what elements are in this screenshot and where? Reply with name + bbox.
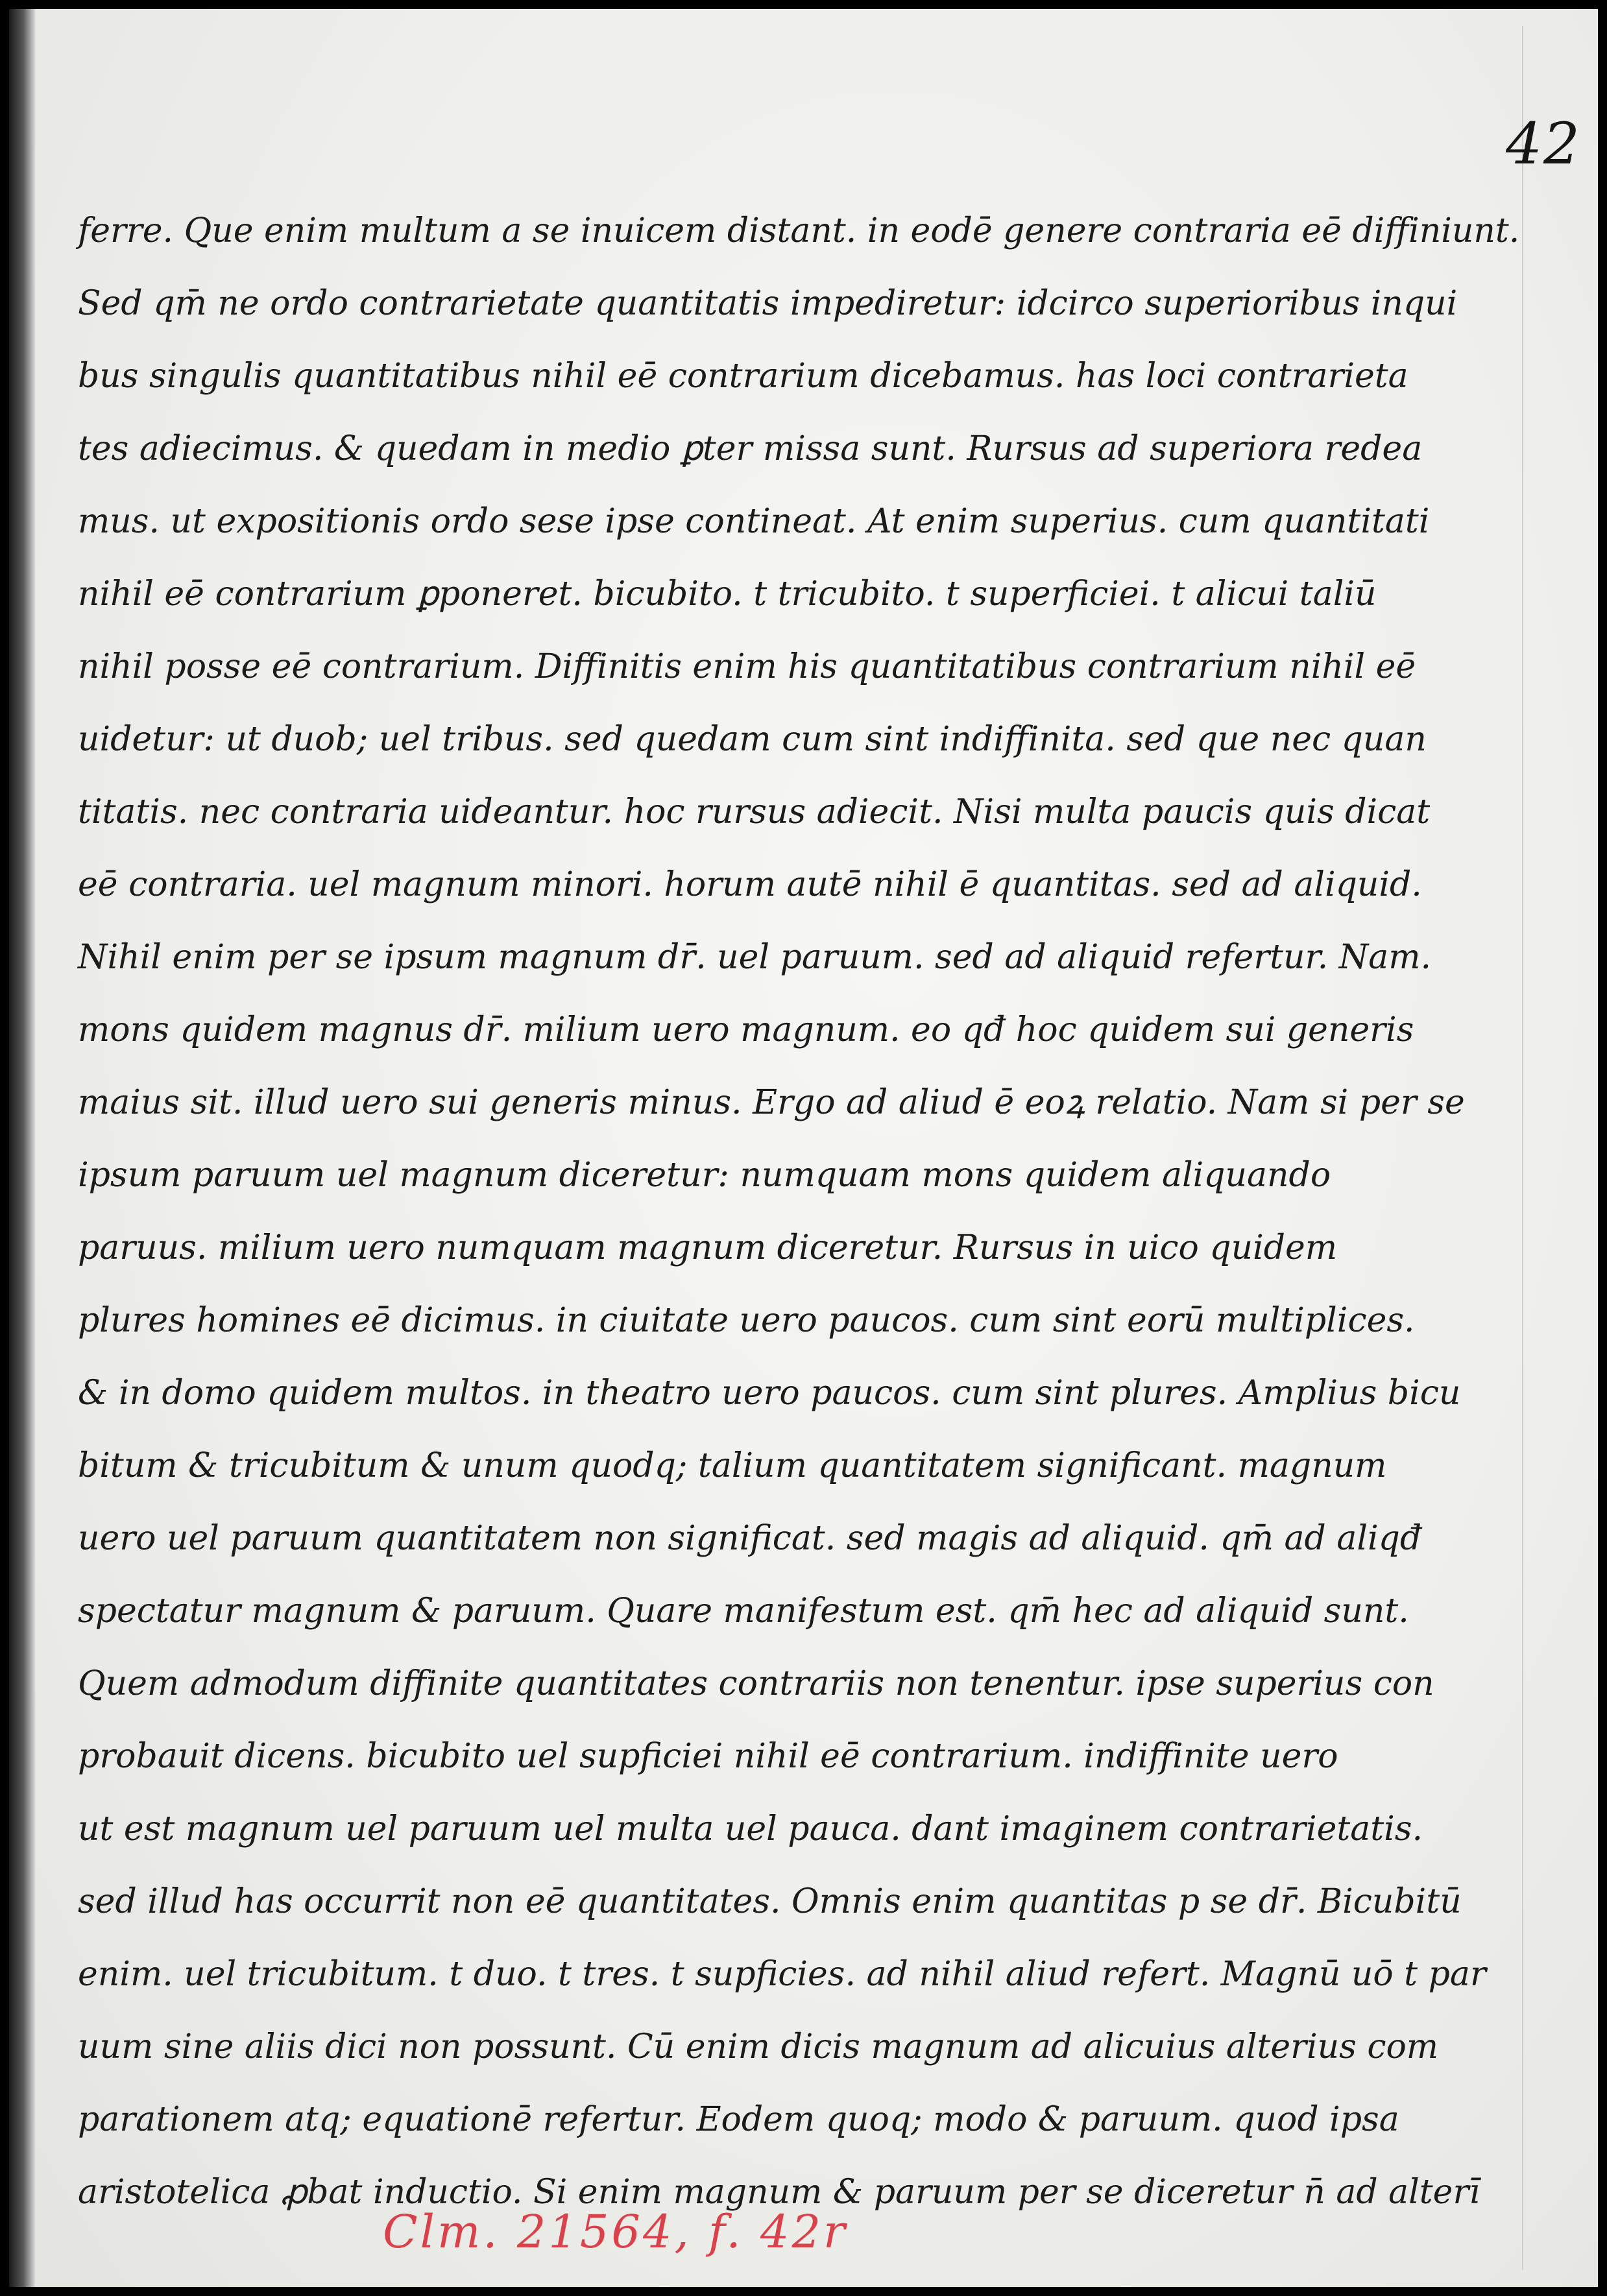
ruling-line xyxy=(1522,26,1523,2270)
shelfmark-annotation: Clm. 21564, f. 42r xyxy=(383,2205,848,2258)
manuscript-line: uum sine aliis dici non possunt. Cū enim dicis magnum ad alicuius alterius com xyxy=(78,2027,1439,2066)
manuscript-line: Quem admodum diffinite quantitates contrariis non tenentur. ipse superius con xyxy=(78,1664,1434,1703)
folio-number: 42 xyxy=(1506,110,1581,177)
manuscript-line: mons quidem magnus dr̄. milium uero magnum. eo qđ hoc quidem sui generis xyxy=(78,1010,1414,1049)
manuscript-line: probauit dicens. bicubito uel supficiei nihil eē contrarium. indiffinite uero xyxy=(78,1737,1338,1776)
text-block xyxy=(78,195,1520,2229)
manuscript-line: uero uel paruum quantitatem non significat. sed magis ad aliquid. qm̄ ad aliqđ xyxy=(78,1519,1422,1558)
manuscript-line: parationem atq; equationē refertur. Eodem quoq; modo & paruum. quod ipsa xyxy=(78,2100,1399,2139)
manuscript-line: titatis. nec contraria uideantur. hoc rursus adiecit. Nisi multa paucis quis dicat xyxy=(78,793,1431,831)
manuscript-line: eē contraria. uel magnum minori. horum autē nihil ē quantitas. sed ad aliquid. xyxy=(78,865,1422,904)
manuscript-line: mus. ut expositionis ordo sese ipse contineat. At enim superius. cum quantitati xyxy=(78,502,1430,541)
manuscript-line: sed illud has occurrit non eē quantitates. Omnis enim quantitas p se dr̄. Bicubitū xyxy=(78,1882,1462,1921)
manuscript-line: bus singulis quantitatibus nihil eē contrarium dicebamus. has loci contrarieta xyxy=(78,357,1408,396)
manuscript-line: tes adiecimus. & quedam in medio ꝑter missa sunt. Rursus ad superiora redea xyxy=(78,429,1423,468)
manuscript-line: & in domo quidem multos. in theatro uero paucos. cum sint plures. Amplius bicu xyxy=(78,1374,1461,1413)
manuscript-line: Nihil enim per se ipsum magnum dr̄. uel paruum. sed ad aliquid refertur. Nam. xyxy=(78,938,1432,977)
manuscript-line: bitum & tricubitum & unum quodq; talium quantitatem significant. magnum xyxy=(78,1446,1387,1485)
manuscript-line: Sed qm̄ ne ordo contrarietate quantitatis impediretur: idcirco superioribus inqui xyxy=(78,284,1458,323)
manuscript-line: nihil eē contrarium ꝑponeret. bicubito. t tricubito. t superficiei. t alicui taliū xyxy=(78,575,1377,614)
manuscript-line: aristotelica ꝓbat inductio. Si enim magnum & paruum per se diceretur n̄ ad alterī xyxy=(78,2173,1480,2212)
manuscript-line: maius sit. illud uero sui generis minus. Ergo ad aliud ē eoꝝ relatio. Nam si per se xyxy=(78,1083,1465,1122)
manuscript-line: uidetur: ut duob; uel tribus. sed quedam cum sint indiffinita. sed que nec quan xyxy=(78,720,1427,759)
manuscript-line: ut est magnum uel paruum uel multa uel pauca. dant imaginem contrarietatis. xyxy=(78,1810,1423,1848)
manuscript-line: ferre. Que enim multum a se inuicem distant. in eodē genere contraria eē diffiniunt. xyxy=(78,211,1520,250)
manuscript-line: plures homines eē dicimus. in ciuitate uero paucos. cum sint eorū multiplices. xyxy=(78,1301,1415,1340)
manuscript-line: spectatur magnum & paruum. Quare manifestum est. qm̄ hec ad aliquid sunt. xyxy=(78,1592,1409,1631)
manuscript-line: paruus. milium uero numquam magnum diceretur. Rursus in uico quidem xyxy=(78,1228,1338,1267)
manuscript-line: ipsum paruum uel magnum diceretur: numquam mons quidem aliquando xyxy=(78,1156,1331,1195)
binding-shadow xyxy=(9,9,35,2287)
manuscript-line: nihil posse eē contrarium. Diffinitis enim his quantitatibus contrarium nihil eē xyxy=(78,647,1416,686)
manuscript-line: enim. uel tricubitum. t duo. t tres. t supficies. ad nihil aliud refert. Magnū uō t par xyxy=(78,1955,1486,1994)
